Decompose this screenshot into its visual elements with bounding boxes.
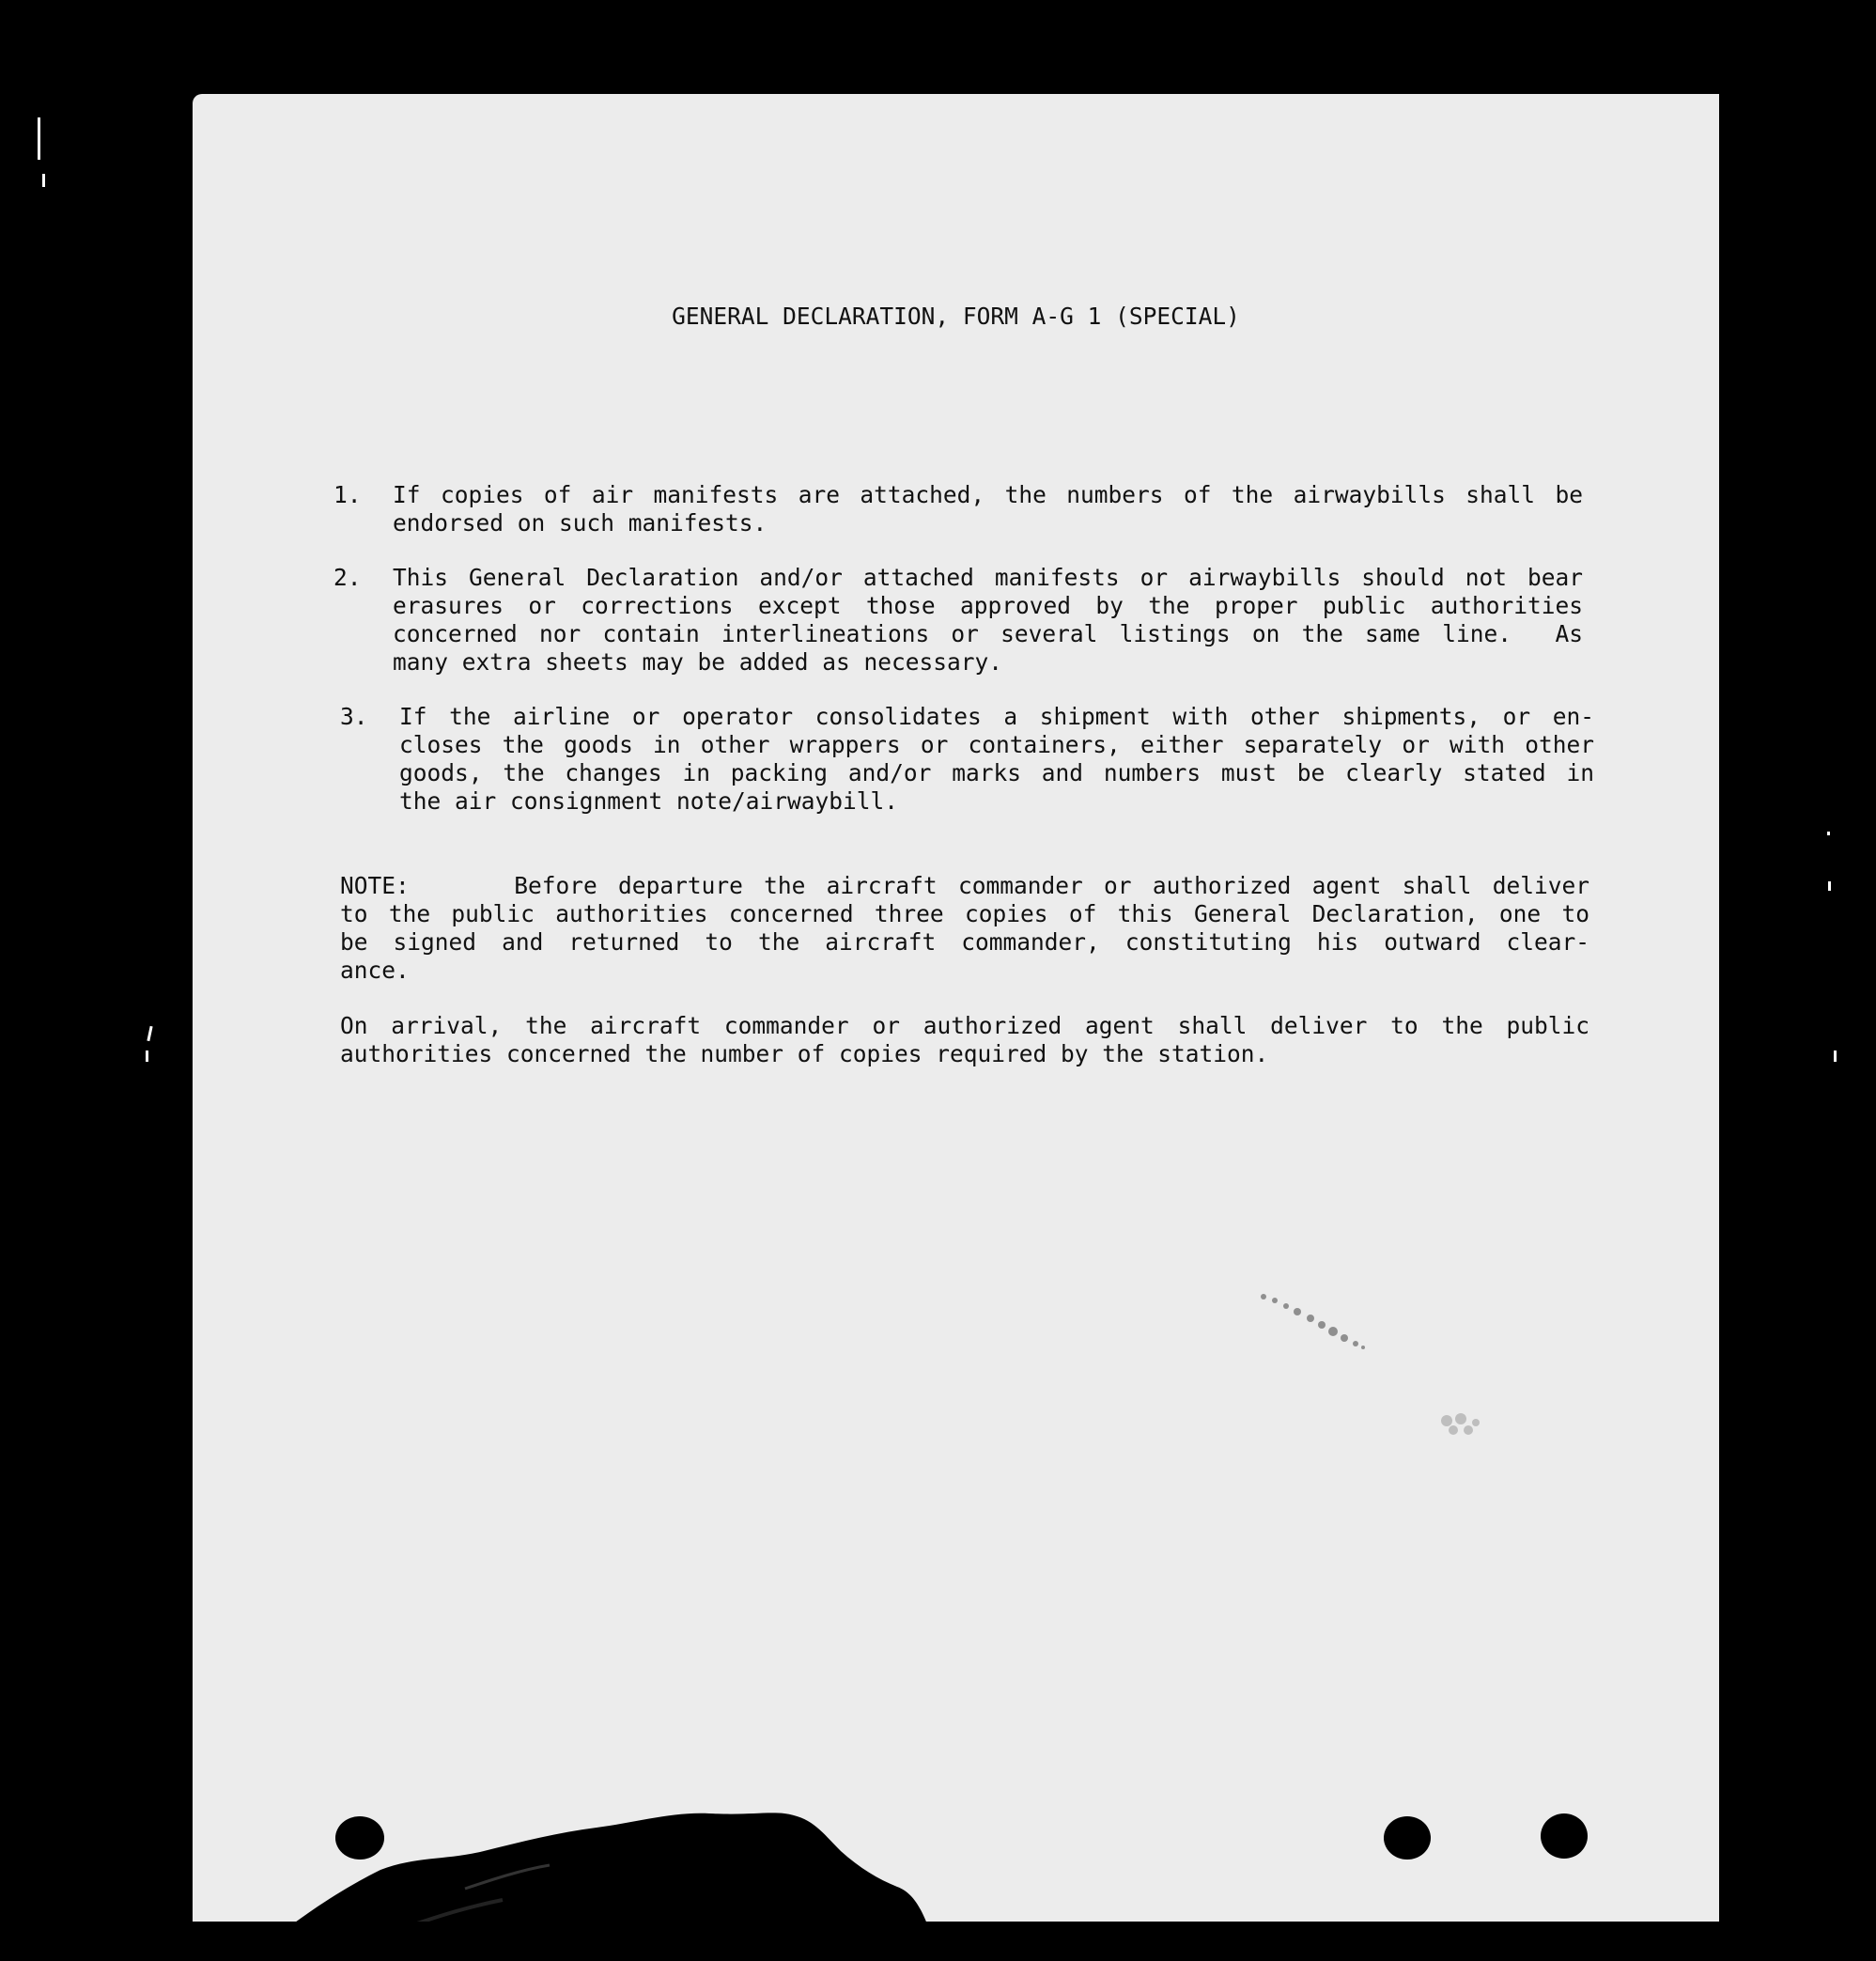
scan-edge-mark [146, 1051, 148, 1062]
document-page [193, 94, 1719, 1922]
scan-edge-mark [147, 1026, 152, 1041]
text-line: concerned nor contain interlineations or several listings on the same line. As [393, 620, 1583, 647]
note-paragraph [340, 872, 1589, 985]
scan-edge-mark [1828, 881, 1831, 891]
text-line: NOTE: Before departure the aircraft commander or authorized agent shall deliver [340, 872, 1589, 899]
list-item-number: 3. [340, 703, 368, 730]
text-line: endorsed on such manifests. [393, 509, 767, 537]
list-item-number: 2. [333, 564, 362, 591]
scan-edge-mark [1827, 832, 1830, 835]
list-item-body [393, 564, 1583, 677]
text-line: On arrival, the aircraft commander or authorized agent shall deliver to the public [340, 1012, 1589, 1039]
punch-hole [335, 1816, 384, 1860]
text-line: ance. [340, 957, 410, 984]
text-line: This General Declaration and/or attached manifests or airwaybills should not bear [393, 564, 1583, 591]
arrival-paragraph [340, 1012, 1589, 1068]
text-line: authorities concerned the number of copies required by the station. [340, 1040, 1269, 1067]
scan-edge-mark [1834, 1051, 1837, 1062]
faded-stamp-mark [1254, 1222, 1498, 1447]
text-line: be signed and returned to the aircraft commander, constituting his outward clear- [340, 928, 1589, 956]
page-title: GENERAL DECLARATION, FORM A-G 1 (SPECIAL) [672, 303, 1240, 330]
list-item-body [393, 481, 1583, 537]
text-line: the air consignment note/airwaybill. [399, 787, 899, 815]
text-line: closes the goods in other wrappers or containers, either separately or with other [399, 731, 1594, 758]
torn-edge [277, 1776, 1217, 1922]
list-item-body [399, 703, 1594, 816]
text-line: goods, the changes in packing and/or marks and numbers must be clearly stated in [399, 759, 1594, 786]
scan-edge-mark [38, 117, 40, 160]
punch-hole [1384, 1816, 1431, 1860]
punch-hole [1541, 1813, 1588, 1859]
text-line: to the public authorities concerned three copies of this General Declaration, one to [340, 900, 1589, 927]
text-line: If copies of air manifests are attached, the numbers of the airwaybills shall be [393, 481, 1583, 508]
scan-edge-mark [42, 174, 45, 187]
text-line: If the airline or operator consolidates a shipment with other shipments, or en- [399, 703, 1594, 730]
list-item-number: 1. [333, 481, 362, 508]
text-line: erasures or corrections except those approved by the proper public authorities [393, 592, 1583, 619]
text-line: many extra sheets may be added as necessary. [393, 648, 1003, 676]
